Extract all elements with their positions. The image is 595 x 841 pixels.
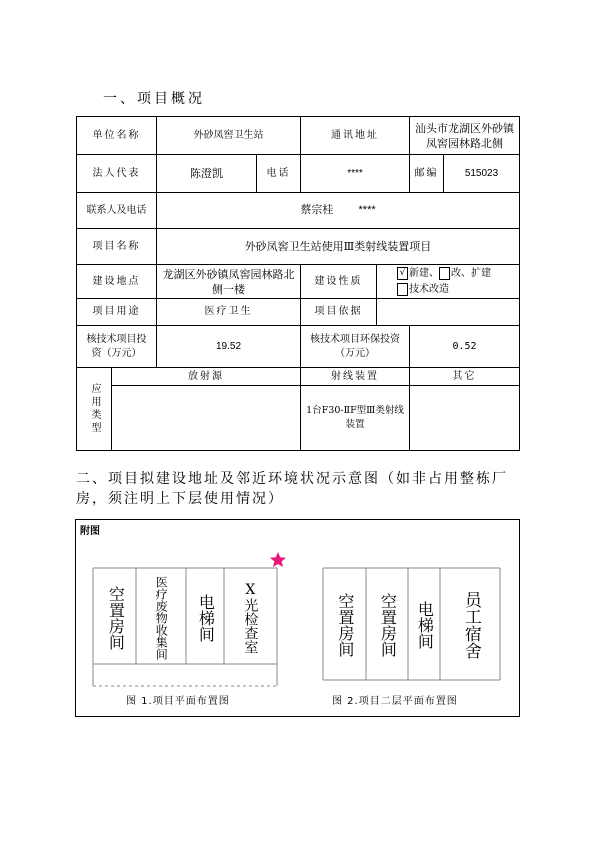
contact-label: 联系人及电话 [77,193,157,229]
use-label: 项目用途 [77,299,157,326]
address: 汕头市龙湖区外砂镇凤窖园林路北侧 [410,117,520,155]
site: 龙湖区外砂镇凤窖园林路北侧一楼 [157,265,301,299]
floor1-room-medical-waste [137,575,185,660]
floor1-room-elevator [187,575,223,660]
rebuild-label: 改、扩建 [451,267,491,279]
floor2-room-vacant-1-label: 空置房间 [335,593,355,657]
unit-name: 外砂凤窖卫生站 [157,117,301,155]
device-value: 1台F30-ⅡF型Ⅲ类射线装置 [301,386,410,451]
floor1-room-xray-label: X光检查室 [242,581,259,654]
figure1-caption: 图 1.项目平面布置图 [126,696,230,707]
contact-phone: **** [358,204,376,216]
use: 医疗卫生 [157,299,301,326]
col-source: 放射源 [112,368,301,386]
nature-label: 建设性质 [301,265,377,299]
floor1-room-elevator-label: 电梯间 [196,593,216,642]
col-other: 其它 [410,368,520,386]
star-icon [270,552,286,567]
section2-title: 二、项目拟建设地址及邻近环境状况示意图（如非占用整栋厂房，须注明上下层使用情况） [76,471,508,507]
new-build-checkbox[interactable]: √ [397,267,408,280]
floor2-room-staff-dorm [441,575,499,675]
postcode: 515023 [444,155,520,193]
env-invest: 0.52 [410,326,520,368]
floor2-room-vacant-2 [367,575,407,675]
address-label: 通讯地址 [301,117,410,155]
new-build-label: 新建、 [409,267,439,279]
legal-rep: 陈澄凯 [157,155,257,193]
floor1-room-vacant-label: 空置房间 [106,585,126,650]
contact-name: 蔡宗桂 [300,203,334,216]
basis-label: 项目依据 [301,299,377,326]
env-invest-label: 核技术项目环保投资（万元） [301,326,410,368]
nuclear-invest: 19.52 [157,326,301,368]
floor2-room-staff-dorm-label: 员工宿舍 [460,591,481,659]
floor1-room-vacant [95,575,135,660]
tech-upgrade-label: 技术改造 [409,283,449,295]
site-label: 建设地点 [77,265,157,299]
floor1-room-xray [225,575,275,660]
floor2-room-vacant-2-label: 空置房间 [378,593,398,657]
project-name: 外砂凤窖卫生站使用Ⅲ类射线装置项目 [157,229,520,265]
phone-label: 电话 [257,155,301,193]
app-type-label: 应用类型 [89,383,100,435]
unit-name-label: 单位名称 [77,117,157,155]
floor1-room-medical-waste-label: 医疗废物收集间 [154,575,169,660]
figure-label: 附图 [80,526,100,537]
floor2-room-elevator [409,575,439,675]
section1-title: 一、项目概况 [103,91,205,107]
phone: **** [301,155,410,193]
col-device: 射线装置 [301,368,410,386]
project-name-label: 项目名称 [77,229,157,265]
nuclear-invest-label: 核技术项目投资（万元） [77,326,157,368]
floor2-room-vacant-1 [324,575,365,675]
floor2-room-elevator-label: 电梯间 [415,601,435,649]
legal-rep-label: 法人代表 [77,155,157,193]
figure2-caption: 图 2.项目二层平面布置图 [332,696,458,707]
postcode-label: 邮编 [410,155,444,193]
